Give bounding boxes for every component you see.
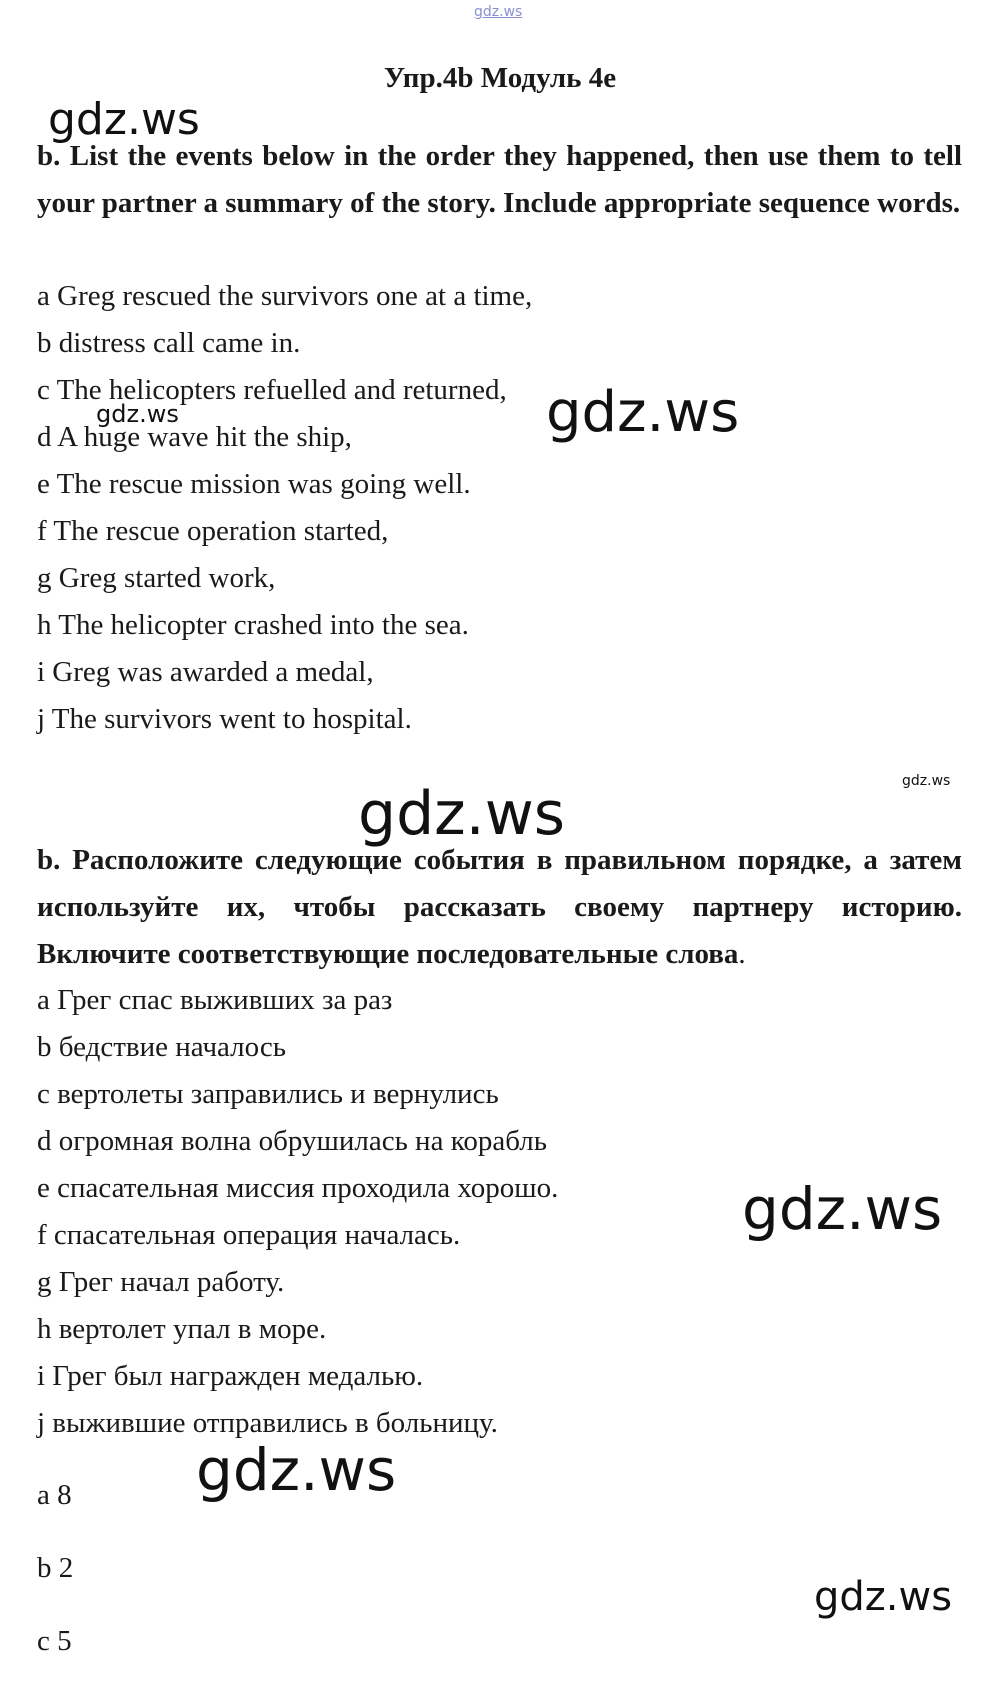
- watermark: gdz.ws: [546, 380, 740, 445]
- watermark: gdz.ws: [742, 1175, 943, 1243]
- watermark: gdz.ws: [814, 1574, 953, 1620]
- list-item: c The helicopters refuelled and returned,: [37, 374, 507, 406]
- task-russian: [37, 837, 962, 978]
- list-item: g Грег начал работу.: [37, 1266, 285, 1298]
- list-item: е спасательная миссия проходила хорошо.: [37, 1172, 559, 1204]
- watermark: gdz.ws: [48, 94, 200, 145]
- answer-item: a 8: [37, 1479, 72, 1511]
- task-russian-text: b. Расположите следующие события в правильном порядке, а затем используйте их, чтобы рассказать своему партнеру историю. Включите соответствующие последовательные слова: [37, 844, 962, 970]
- list-item: b бедствие началось: [37, 1031, 286, 1063]
- answer-item: b 2: [37, 1552, 74, 1584]
- list-item: d A huge wave hit the ship,: [37, 421, 352, 453]
- event-list-english: [37, 273, 532, 743]
- list-item: a Greg rescued the survivors one at a time,: [37, 280, 533, 312]
- list-item: f спасательная операция началась.: [37, 1219, 461, 1251]
- page-title: Упр.4b Модуль 4е: [383, 62, 617, 94]
- list-item: g Greg started work,: [37, 562, 276, 594]
- watermark: gdz.ws: [902, 773, 951, 789]
- list-item: а Грег спас выживших за раз: [37, 984, 393, 1016]
- list-item: h The helicopter crashed into the sea.: [37, 609, 469, 641]
- watermark-top-link[interactable]: gdz.ws: [474, 4, 523, 20]
- answer-item: c 5: [37, 1625, 72, 1657]
- task-russian-period: .: [738, 938, 746, 970]
- watermark: gdz.ws: [96, 400, 179, 428]
- task-english: b. List the events below in the order they happened, then use them to tell your partner a summary of the story. Include appropriate sequence words.: [37, 140, 962, 219]
- list-item: с вертолеты заправились и вернулись: [37, 1078, 499, 1110]
- event-list-russian: [37, 977, 558, 1447]
- list-item: i Greg was awarded a medal,: [37, 656, 374, 688]
- answer-list: [37, 1472, 73, 1691]
- watermark: gdz.ws: [358, 779, 566, 849]
- list-item: f The rescue operation started,: [37, 515, 389, 547]
- list-item: b distress call came in.: [37, 327, 301, 359]
- list-item: h вертолет упал в море.: [37, 1313, 327, 1345]
- watermark: gdz.ws: [196, 1436, 397, 1504]
- list-item: j The survivors went to hospital.: [37, 703, 412, 735]
- list-item: i Грег был награжден медалью.: [37, 1360, 424, 1392]
- list-item: e The rescue mission was going well.: [37, 468, 471, 500]
- list-item: d огромная волна обрушилась на корабль: [37, 1125, 547, 1157]
- list-item: j выжившие отправились в больницу.: [37, 1407, 498, 1439]
